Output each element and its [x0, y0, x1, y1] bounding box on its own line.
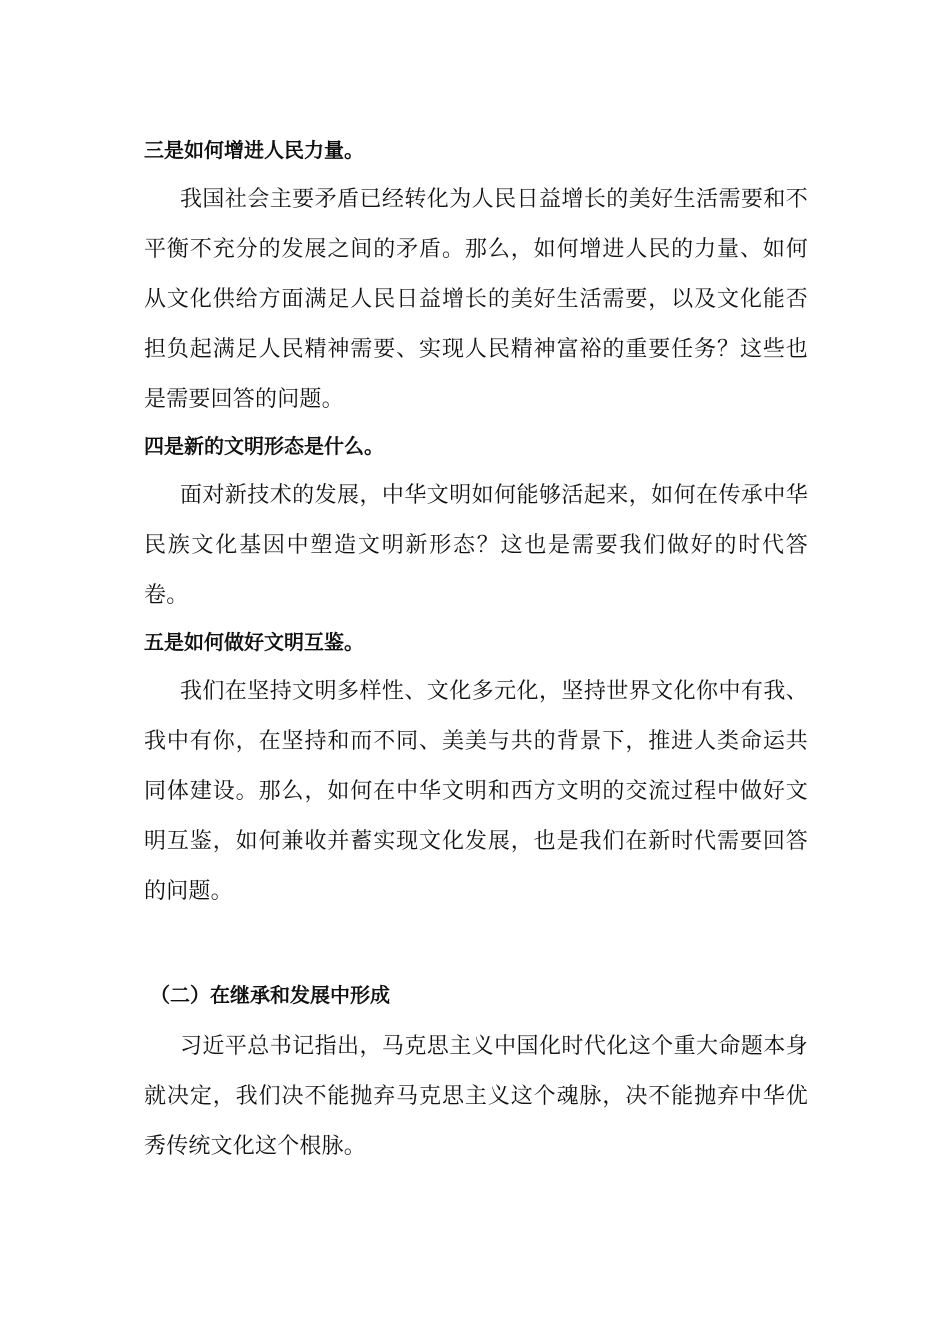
section-heading-5: 五是如何做好文明互鉴。 [144, 630, 364, 654]
subsection-heading: （二）在继承和发展中形成 [150, 983, 390, 1007]
section-paragraph-5: 我们在坚持文明多样性、文化多元化，坚持世界文化你中有我、我中有你，在坚持和而不同、美美与共的背景下，推进人类命运共同体建设。那么，如何在中华文明和西方文明的交流过程中做好文明互鉴，如何兼收并蓄实现文化发展，也是我们在新时代需要回答的问题。 [144, 679, 808, 904]
section-heading-4: 四是新的文明形态是什么。 [144, 434, 384, 458]
section-heading-3: 三是如何增进人民力量。 [144, 138, 364, 162]
section-paragraph-4: 面对新技术的发展，中华文明如何能够活起来，如何在传承中华民族文化基因中塑造文明新形态？这也是需要我们做好的时代答卷。 [144, 483, 808, 608]
subsection-paragraph: 习近平总书记指出，马克思主义中国化时代化这个重大命题本身就决定，我们决不能抛弃马克思主义这个魂脉，决不能抛弃中华优秀传统文化这个根脉。 [144, 1034, 808, 1159]
document-page [144, 132, 808, 1172]
section-paragraph-3: 我国社会主要矛盾已经转化为人民日益增长的美好生活需要和不平衡不充分的发展之间的矛盾。那么，如何增进人民的力量、如何从文化供给方面满足人民日益增长的美好生活需要，以及文化能否担负起满足人民精神需要、实现人民精神富裕的重要任务？这些也是需要回答的问题。 [144, 187, 808, 412]
